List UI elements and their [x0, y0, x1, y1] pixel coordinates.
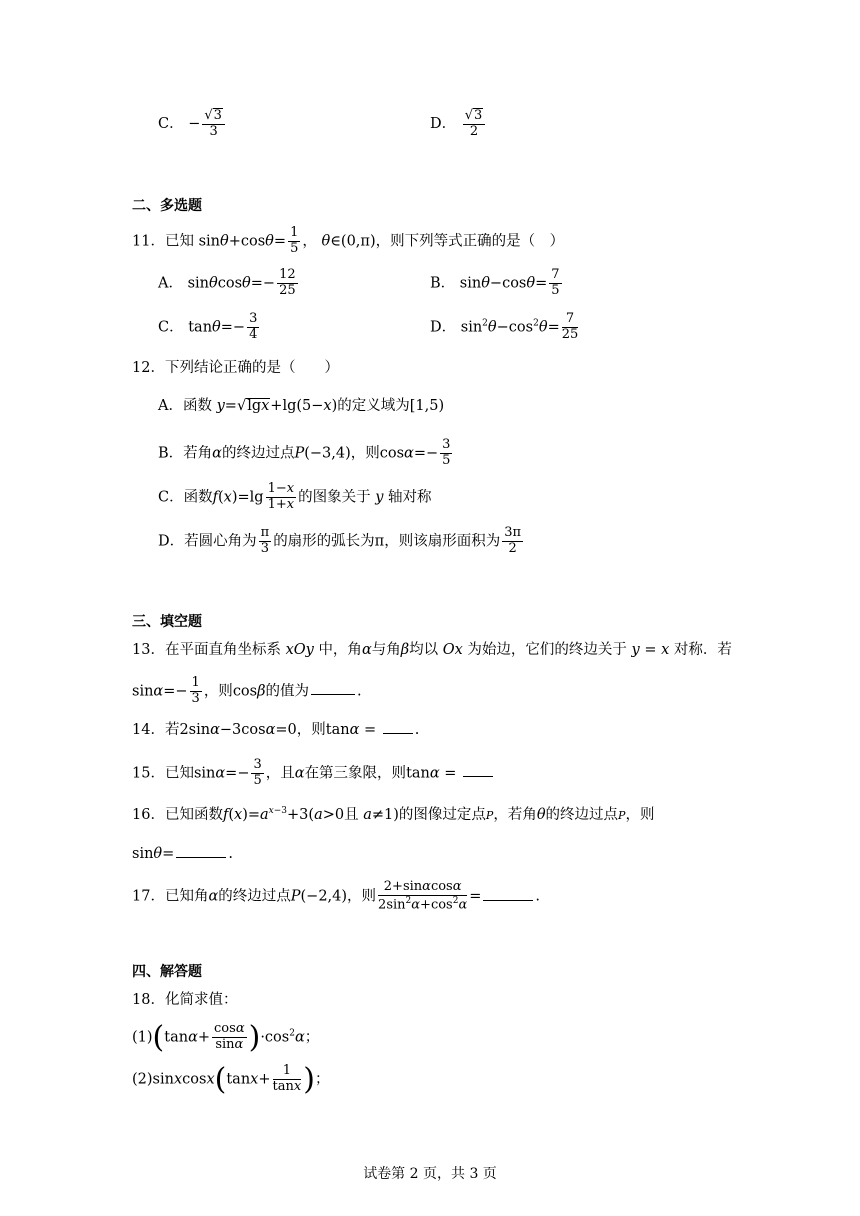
question-16-line-1: 16．已知函数$f(x)=a^{x-3}+3(a>0$且 a≠1)的图像过定点P，若角θ的终边过点P，则	[132, 806, 655, 823]
question-12-option-a: A．函数 y=√lgx+lg(5−x)的定义域为[1,5)	[158, 398, 445, 414]
page-footer: 试卷第 2 页，共 3 页	[363, 1166, 497, 1182]
question-11-stem: 11．已知 sinθ+cosθ= $\frac{1}{5}$ ， θ∈(0,π)，则下列等式正确的是（ ）	[132, 225, 565, 256]
question-18-stem: 18．化简求值：	[132, 992, 238, 1008]
question-12-option-b: B．若角α的终边过点P(−3,4)，则cosα=− $\frac{3}{5}$	[158, 437, 451, 468]
question-11-option-d: D． $\sin^2\theta-\cos^2\theta=$ $\frac{7}{25}$	[430, 311, 579, 342]
question-12-stem: 12．下列结论正确的是（ ）	[132, 360, 339, 376]
question-13-line-1: 13．在平面直角坐标系 xOy 中，角α与角β均以 Ox 为始边，它们的终边关于 y = x 对称．若	[132, 642, 732, 658]
question-11-option-b: B． sinθ−cosθ= $\frac{7}{5}$	[430, 267, 560, 298]
question-15: 15．已知sinα=− $\frac{3}{5}$ ，且α在第三象限，则tanα =	[132, 758, 495, 789]
question-18-part-1: (1)(tanα+ $\frac{\cos\alpha}{\sin\alpha}$ )$\cdot\cos^2\alpha$；	[132, 1019, 320, 1055]
section-title-fill-in: 三、填空题	[132, 614, 202, 630]
q10-option-d: D． $\frac{√3}{2}$	[430, 108, 487, 140]
question-12-option-d: D．若圆心角为 $\frac{\pi}{3}$ 的扇形的弧长为π，则该扇形面积为 $\frac{3\pi}{2}$	[158, 525, 522, 556]
question-11-option-a: A． sinθcosθ=− $\frac{12}{25}$	[158, 267, 296, 298]
question-13-line-2: sinα=− $\frac{1}{3}$ ，则cosβ的值为 .	[132, 675, 362, 706]
question-12-option-c: C．函数f(x)=lg $\frac{1-x}{1+x}$ 的图象关于 y 轴对称	[158, 481, 432, 512]
question-17: 17．已知角α的终边过点P(−2,4)，则 $\frac{2+\sin\alpha\cos\alpha}{2\sin^2\alpha+\cos^2\alpha}$ = .	[132, 879, 540, 913]
question-18-part-2: (2)sinxcosx(tanx+ $\frac{1}{\tan x}$ )；	[132, 1061, 330, 1097]
q10-option-c: C． − $\frac{√3}{3}$	[158, 108, 227, 140]
section-title-multiple-choice: 二、多选题	[132, 198, 202, 214]
question-11-option-c: C． tanθ=− $\frac{3}{4}$	[158, 311, 258, 342]
question-16-line-2: sinθ= .	[132, 846, 233, 862]
section-title-solution: 四、解答题	[132, 964, 202, 980]
question-14: 14．若2sinα−3cosα=0，则tanα = .	[132, 722, 420, 738]
